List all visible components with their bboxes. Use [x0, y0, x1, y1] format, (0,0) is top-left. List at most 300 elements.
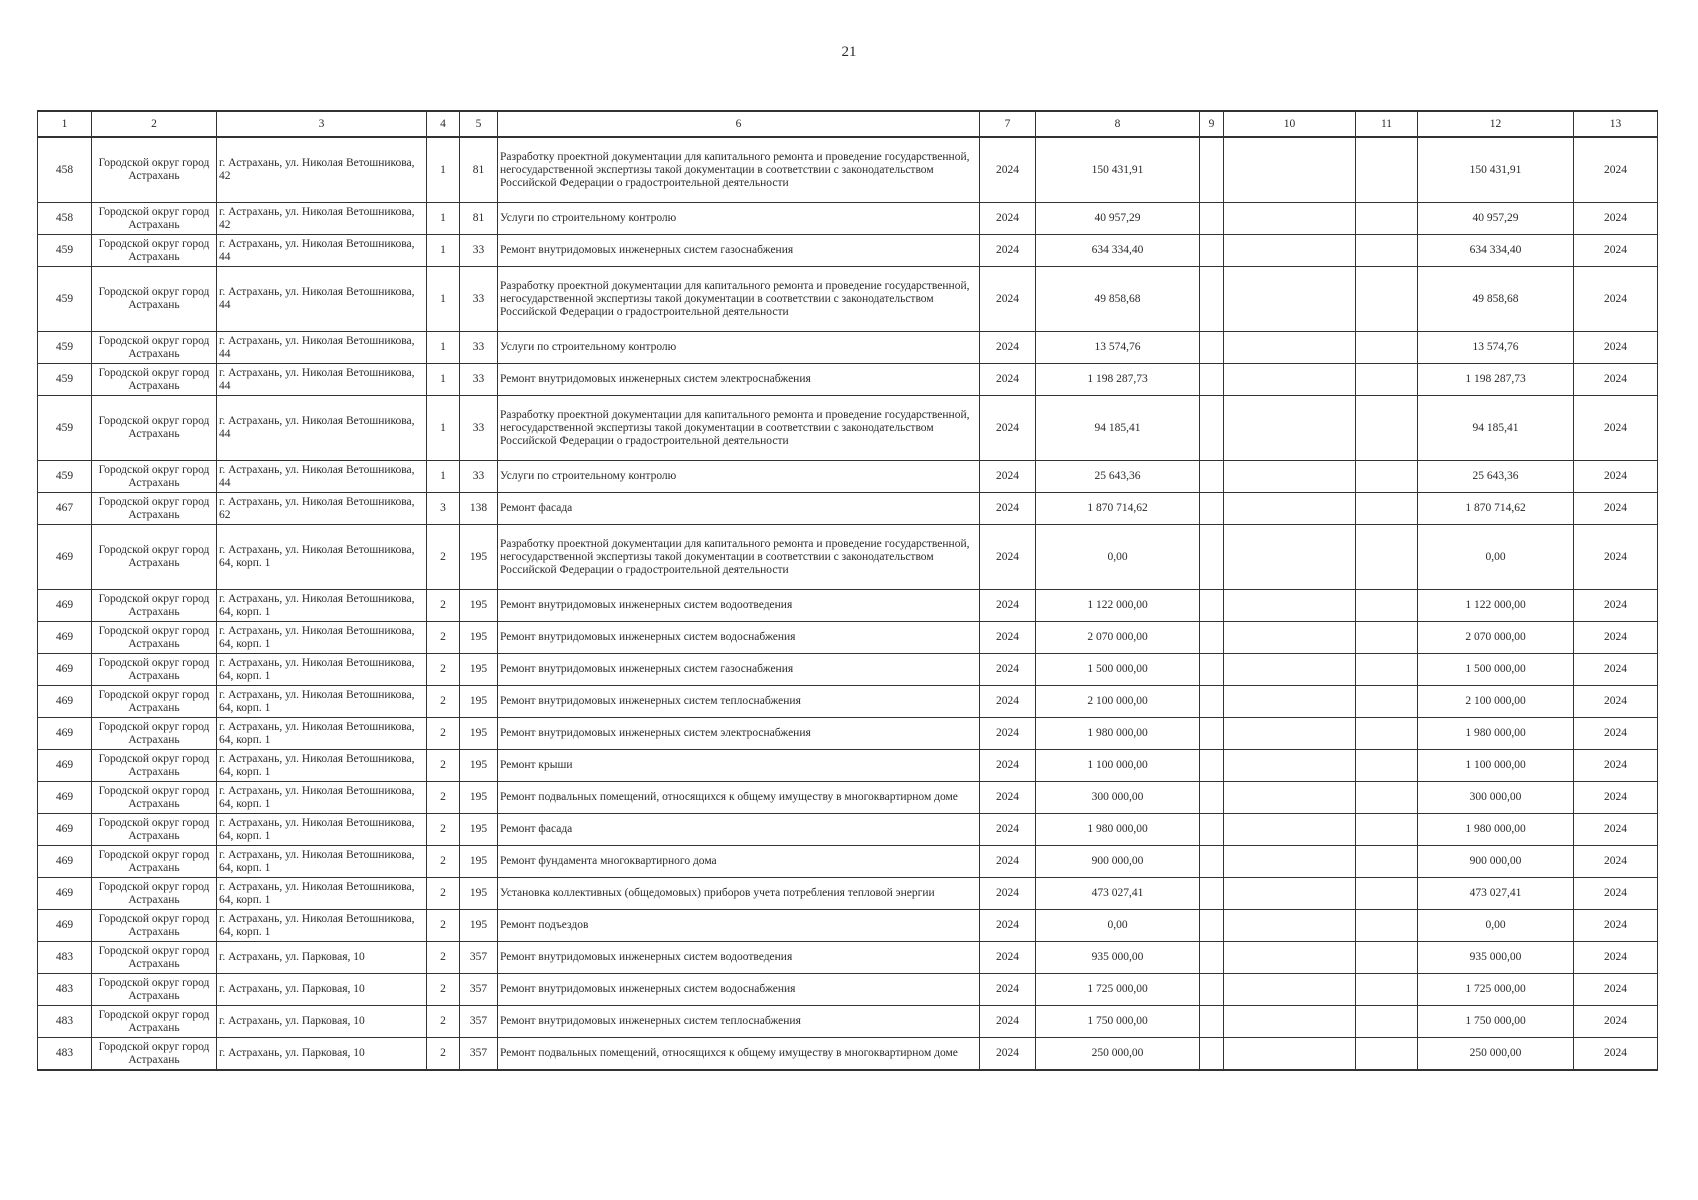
table-cell-col-5: 195: [460, 525, 498, 590]
table-cell-col-2: Городской округ город Астрахань: [92, 942, 217, 974]
table-cell-col-3: г. Астрахань, ул. Николая Ветошникова, 64, корп. 1: [217, 814, 427, 846]
table-cell-col-8: 300 000,00: [1036, 782, 1200, 814]
table-cell-col-10: [1224, 878, 1356, 910]
table-cell-col-10: [1224, 493, 1356, 525]
table-cell-col-3: г. Астрахань, ул. Николая Ветошникова, 42: [217, 137, 427, 203]
table-cell-col-5: 195: [460, 782, 498, 814]
table-cell-col-6: Ремонт крыши: [498, 750, 980, 782]
table-cell-col-13: 2024: [1574, 782, 1658, 814]
table-cell-col-10: [1224, 1006, 1356, 1038]
table-cell-col-9: [1200, 364, 1224, 396]
table-cell-col-5: 195: [460, 750, 498, 782]
table-cell-col-3: г. Астрахань, ул. Николая Ветошникова, 64, корп. 1: [217, 525, 427, 590]
table-cell-col-7: 2024: [980, 493, 1036, 525]
table-row: [38, 654, 1658, 686]
table-row: [38, 814, 1658, 846]
table-cell-col-1: 459: [38, 364, 92, 396]
table-cell-col-5: 195: [460, 686, 498, 718]
table-cell-col-3: г. Астрахань, ул. Николая Ветошникова, 44: [217, 364, 427, 396]
table-cell-col-3: г. Астрахань, ул. Парковая, 10: [217, 1038, 427, 1071]
table-cell-col-1: 469: [38, 782, 92, 814]
table-cell-col-4: 2: [427, 942, 460, 974]
table-cell-col-9: [1200, 1038, 1224, 1071]
table-cell-col-9: [1200, 718, 1224, 750]
table-cell-col-3: г. Астрахань, ул. Николая Ветошникова, 44: [217, 267, 427, 332]
table-cell-col-7: 2024: [980, 814, 1036, 846]
table-cell-col-10: [1224, 686, 1356, 718]
table-cell-col-8: 1 980 000,00: [1036, 718, 1200, 750]
table-cell-col-3: г. Астрахань, ул. Николая Ветошникова, 64, корп. 1: [217, 750, 427, 782]
table-cell-col-8: 40 957,29: [1036, 203, 1200, 235]
table-cell-col-4: 2: [427, 686, 460, 718]
table-cell-col-9: [1200, 461, 1224, 493]
table-cell-col-12: 40 957,29: [1418, 203, 1574, 235]
table-cell-col-13: 2024: [1574, 846, 1658, 878]
table-cell-col-2: Городской округ город Астрахань: [92, 910, 217, 942]
table-cell-col-13: 2024: [1574, 718, 1658, 750]
table-cell-col-5: 357: [460, 942, 498, 974]
table-cell-col-12: 1 122 000,00: [1418, 590, 1574, 622]
table-cell-col-7: 2024: [980, 461, 1036, 493]
table-cell-col-2: Городской округ город Астрахань: [92, 1006, 217, 1038]
table-cell-col-5: 195: [460, 622, 498, 654]
table-row: [38, 332, 1658, 364]
table-cell-col-12: 300 000,00: [1418, 782, 1574, 814]
table-cell-col-12: 473 027,41: [1418, 878, 1574, 910]
table-body: [38, 137, 1658, 1070]
table-cell-col-6: Ремонт внутридомовых инженерных систем теплоснабжения: [498, 686, 980, 718]
table-cell-col-6: Ремонт внутридомовых инженерных систем газоснабжения: [498, 654, 980, 686]
table-cell-col-9: [1200, 525, 1224, 590]
table-cell-col-12: 0,00: [1418, 910, 1574, 942]
table-cell-col-1: 458: [38, 137, 92, 203]
table-cell-col-3: г. Астрахань, ул. Николая Ветошникова, 64, корп. 1: [217, 590, 427, 622]
table-cell-col-1: 467: [38, 493, 92, 525]
table-cell-col-13: 2024: [1574, 267, 1658, 332]
table-cell-col-3: г. Астрахань, ул. Николая Ветошникова, 42: [217, 203, 427, 235]
table-row: [38, 461, 1658, 493]
table-cell-col-7: 2024: [980, 1006, 1036, 1038]
table-cell-col-4: 2: [427, 622, 460, 654]
table-row: [38, 782, 1658, 814]
table-cell-col-6: Установка коллективных (общедомовых) приборов учета потребления тепловой энергии: [498, 878, 980, 910]
table-cell-col-6: Услуги по строительному контролю: [498, 461, 980, 493]
table-cell-col-13: 2024: [1574, 590, 1658, 622]
column-header-3: 3: [217, 111, 427, 137]
table-cell-col-8: 900 000,00: [1036, 846, 1200, 878]
table-cell-col-3: г. Астрахань, ул. Николая Ветошникова, 64, корп. 1: [217, 622, 427, 654]
table-cell-col-7: 2024: [980, 686, 1036, 718]
table-cell-col-3: г. Астрахань, ул. Николая Ветошникова, 62: [217, 493, 427, 525]
table-cell-col-1: 469: [38, 525, 92, 590]
table-cell-col-13: 2024: [1574, 461, 1658, 493]
table-cell-col-6: Ремонт подвальных помещений, относящихся к общему имуществу в многоквартирном доме: [498, 782, 980, 814]
table-cell-col-8: 634 334,40: [1036, 235, 1200, 267]
table-cell-col-1: 459: [38, 396, 92, 461]
table-cell-col-10: [1224, 942, 1356, 974]
table-cell-col-2: Городской округ город Астрахань: [92, 525, 217, 590]
table-cell-col-1: 483: [38, 1038, 92, 1071]
table-cell-col-4: 2: [427, 846, 460, 878]
table-cell-col-11: [1356, 654, 1418, 686]
table-cell-col-3: г. Астрахань, ул. Парковая, 10: [217, 974, 427, 1006]
table-cell-col-11: [1356, 396, 1418, 461]
table-cell-col-3: г. Астрахань, ул. Николая Ветошникова, 64, корп. 1: [217, 654, 427, 686]
table-cell-col-9: [1200, 396, 1224, 461]
table-cell-col-1: 469: [38, 590, 92, 622]
column-header-9: 9: [1200, 111, 1224, 137]
table-cell-col-5: 33: [460, 235, 498, 267]
table-cell-col-2: Городской округ город Астрахань: [92, 1038, 217, 1071]
table-cell-col-8: 2 070 000,00: [1036, 622, 1200, 654]
table-cell-col-6: Услуги по строительному контролю: [498, 203, 980, 235]
table-cell-col-11: [1356, 493, 1418, 525]
table-cell-col-7: 2024: [980, 203, 1036, 235]
table-cell-col-1: 483: [38, 1006, 92, 1038]
table-cell-col-1: 469: [38, 750, 92, 782]
table-cell-col-13: 2024: [1574, 493, 1658, 525]
table-cell-col-4: 2: [427, 525, 460, 590]
table-cell-col-10: [1224, 782, 1356, 814]
table-cell-col-12: 250 000,00: [1418, 1038, 1574, 1071]
table-cell-col-9: [1200, 203, 1224, 235]
table-cell-col-7: 2024: [980, 750, 1036, 782]
table-cell-col-4: 2: [427, 718, 460, 750]
table-cell-col-13: 2024: [1574, 396, 1658, 461]
table-cell-col-5: 195: [460, 718, 498, 750]
table-cell-col-11: [1356, 590, 1418, 622]
column-header-8: 8: [1036, 111, 1200, 137]
table-cell-col-2: Городской округ город Астрахань: [92, 974, 217, 1006]
table-row: [38, 137, 1658, 203]
table-cell-col-6: Ремонт внутридомовых инженерных систем теплоснабжения: [498, 1006, 980, 1038]
table-cell-col-7: 2024: [980, 267, 1036, 332]
table-cell-col-13: 2024: [1574, 750, 1658, 782]
table-cell-col-4: 2: [427, 878, 460, 910]
table-cell-col-7: 2024: [980, 718, 1036, 750]
table-header: [38, 111, 1658, 137]
table-cell-col-3: г. Астрахань, ул. Николая Ветошникова, 64, корп. 1: [217, 782, 427, 814]
table-cell-col-9: [1200, 493, 1224, 525]
table-cell-col-1: 469: [38, 910, 92, 942]
table-cell-col-8: 94 185,41: [1036, 396, 1200, 461]
column-header-11: 11: [1356, 111, 1418, 137]
table-cell-col-9: [1200, 974, 1224, 1006]
column-header-6: 6: [498, 111, 980, 137]
table-cell-col-12: 935 000,00: [1418, 942, 1574, 974]
table-cell-col-2: Городской округ город Астрахань: [92, 718, 217, 750]
table-row: [38, 364, 1658, 396]
table-cell-col-9: [1200, 846, 1224, 878]
table-row: [38, 396, 1658, 461]
table-cell-col-11: [1356, 878, 1418, 910]
table-cell-col-7: 2024: [980, 364, 1036, 396]
table-cell-col-12: 634 334,40: [1418, 235, 1574, 267]
table-row: [38, 203, 1658, 235]
table-cell-col-12: 1 500 000,00: [1418, 654, 1574, 686]
table-cell-col-1: 458: [38, 203, 92, 235]
table-cell-col-7: 2024: [980, 942, 1036, 974]
table-cell-col-8: 473 027,41: [1036, 878, 1200, 910]
table-cell-col-4: 2: [427, 654, 460, 686]
table-cell-col-13: 2024: [1574, 974, 1658, 1006]
table-cell-col-2: Городской округ город Астрахань: [92, 235, 217, 267]
table-cell-col-10: [1224, 396, 1356, 461]
table-cell-col-1: 459: [38, 461, 92, 493]
header-row: [38, 111, 1658, 137]
table-cell-col-12: 1 980 000,00: [1418, 814, 1574, 846]
table-cell-col-9: [1200, 910, 1224, 942]
table-cell-col-7: 2024: [980, 332, 1036, 364]
table-cell-col-13: 2024: [1574, 622, 1658, 654]
table-cell-col-7: 2024: [980, 782, 1036, 814]
table-cell-col-5: 195: [460, 590, 498, 622]
table-cell-col-6: Ремонт внутридомовых инженерных систем электроснабжения: [498, 718, 980, 750]
table-cell-col-4: 1: [427, 235, 460, 267]
table-cell-col-5: 81: [460, 137, 498, 203]
table-cell-col-4: 3: [427, 493, 460, 525]
table-cell-col-6: Ремонт подвальных помещений, относящихся к общему имуществу в многоквартирном доме: [498, 1038, 980, 1071]
table-cell-col-10: [1224, 910, 1356, 942]
table-cell-col-8: 1 122 000,00: [1036, 590, 1200, 622]
table-cell-col-12: 1 750 000,00: [1418, 1006, 1574, 1038]
table-cell-col-6: Ремонт фасада: [498, 493, 980, 525]
table-cell-col-7: 2024: [980, 525, 1036, 590]
table-cell-col-6: Ремонт внутридомовых инженерных систем водоснабжения: [498, 622, 980, 654]
table-cell-col-11: [1356, 718, 1418, 750]
table-row: [38, 974, 1658, 1006]
table-cell-col-4: 1: [427, 461, 460, 493]
table-cell-col-6: Ремонт внутридомовых инженерных систем водоотведения: [498, 942, 980, 974]
table-row: [38, 493, 1658, 525]
table-cell-col-11: [1356, 525, 1418, 590]
table-cell-col-11: [1356, 332, 1418, 364]
table-row: [38, 590, 1658, 622]
table-cell-col-13: 2024: [1574, 878, 1658, 910]
table-cell-col-2: Городской округ город Астрахань: [92, 654, 217, 686]
table-cell-col-8: 1 198 287,73: [1036, 364, 1200, 396]
table-cell-col-8: 0,00: [1036, 910, 1200, 942]
table-cell-col-5: 195: [460, 814, 498, 846]
table-cell-col-10: [1224, 235, 1356, 267]
column-header-2: 2: [92, 111, 217, 137]
table-cell-col-8: 1 870 714,62: [1036, 493, 1200, 525]
table-cell-col-5: 33: [460, 332, 498, 364]
table-cell-col-5: 33: [460, 461, 498, 493]
table-cell-col-13: 2024: [1574, 686, 1658, 718]
table-cell-col-3: г. Астрахань, ул. Парковая, 10: [217, 1006, 427, 1038]
table-cell-col-4: 2: [427, 910, 460, 942]
table-row: [38, 525, 1658, 590]
table-cell-col-6: Ремонт внутридомовых инженерных систем водоотведения: [498, 590, 980, 622]
table-row: [38, 235, 1658, 267]
column-header-1: 1: [38, 111, 92, 137]
table-cell-col-12: 0,00: [1418, 525, 1574, 590]
table-cell-col-2: Городской округ город Астрахань: [92, 590, 217, 622]
table-cell-col-11: [1356, 364, 1418, 396]
table-cell-col-4: 2: [427, 590, 460, 622]
table-cell-col-4: 1: [427, 137, 460, 203]
table-cell-col-11: [1356, 1006, 1418, 1038]
table-cell-col-1: 459: [38, 235, 92, 267]
table-cell-col-4: 2: [427, 974, 460, 1006]
table-cell-col-9: [1200, 750, 1224, 782]
table-cell-col-11: [1356, 910, 1418, 942]
table-cell-col-12: 1 980 000,00: [1418, 718, 1574, 750]
table-cell-col-1: 469: [38, 686, 92, 718]
table-cell-col-10: [1224, 1038, 1356, 1071]
table-cell-col-2: Городской округ город Астрахань: [92, 267, 217, 332]
table-cell-col-11: [1356, 203, 1418, 235]
table-cell-col-9: [1200, 235, 1224, 267]
table-cell-col-7: 2024: [980, 846, 1036, 878]
table-cell-col-10: [1224, 974, 1356, 1006]
table-cell-col-7: 2024: [980, 654, 1036, 686]
table-cell-col-8: 1 980 000,00: [1036, 814, 1200, 846]
table-cell-col-7: 2024: [980, 137, 1036, 203]
table-cell-col-3: г. Астрахань, ул. Николая Ветошникова, 64, корп. 1: [217, 686, 427, 718]
table-cell-col-7: 2024: [980, 622, 1036, 654]
table-cell-col-3: г. Астрахань, ул. Николая Ветошникова, 44: [217, 332, 427, 364]
table-cell-col-3: г. Астрахань, ул. Николая Ветошникова, 64, корп. 1: [217, 846, 427, 878]
table-row: [38, 878, 1658, 910]
table-cell-col-2: Городской округ город Астрахань: [92, 782, 217, 814]
table-cell-col-9: [1200, 878, 1224, 910]
table-cell-col-1: 469: [38, 878, 92, 910]
table-cell-col-6: Разработку проектной документации для капитального ремонта и проведение государственной, негосударственной экспертизы такой документации в соответствии с законодательством Российской Федерации о градостроительной деятельности: [498, 396, 980, 461]
table-cell-col-5: 138: [460, 493, 498, 525]
table-cell-col-10: [1224, 814, 1356, 846]
table-cell-col-1: 459: [38, 332, 92, 364]
table-cell-col-9: [1200, 782, 1224, 814]
column-header-13: 13: [1574, 111, 1658, 137]
table-cell-col-6: Ремонт фасада: [498, 814, 980, 846]
table-cell-col-11: [1356, 267, 1418, 332]
table-cell-col-10: [1224, 332, 1356, 364]
table-cell-col-4: 2: [427, 814, 460, 846]
table-cell-col-4: 1: [427, 203, 460, 235]
table-cell-col-1: 459: [38, 267, 92, 332]
table-cell-col-9: [1200, 590, 1224, 622]
table-cell-col-3: г. Астрахань, ул. Николая Ветошникова, 64, корп. 1: [217, 718, 427, 750]
table-cell-col-11: [1356, 750, 1418, 782]
table-cell-col-6: Ремонт внутридомовых инженерных систем электроснабжения: [498, 364, 980, 396]
table-cell-col-4: 1: [427, 396, 460, 461]
table-cell-col-8: 1 725 000,00: [1036, 974, 1200, 1006]
table-cell-col-13: 2024: [1574, 203, 1658, 235]
table-cell-col-7: 2024: [980, 396, 1036, 461]
column-header-12: 12: [1418, 111, 1574, 137]
table-cell-col-12: 1 725 000,00: [1418, 974, 1574, 1006]
table-cell-col-9: [1200, 942, 1224, 974]
table-cell-col-10: [1224, 461, 1356, 493]
table-cell-col-6: Ремонт подъездов: [498, 910, 980, 942]
table-cell-col-12: 150 431,91: [1418, 137, 1574, 203]
table-cell-col-11: [1356, 461, 1418, 493]
table-cell-col-13: 2024: [1574, 364, 1658, 396]
table-cell-col-13: 2024: [1574, 1006, 1658, 1038]
table-cell-col-6: Разработку проектной документации для капитального ремонта и проведение государственной, негосударственной экспертизы такой документации в соответствии с законодательством Российской Федерации о градостроительной деятельности: [498, 137, 980, 203]
table-cell-col-1: 469: [38, 622, 92, 654]
table-cell-col-8: 150 431,91: [1036, 137, 1200, 203]
table-cell-col-3: г. Астрахань, ул. Николая Ветошникова, 44: [217, 396, 427, 461]
table-cell-col-10: [1224, 718, 1356, 750]
table-cell-col-3: г. Астрахань, ул. Николая Ветошникова, 44: [217, 461, 427, 493]
table-cell-col-13: 2024: [1574, 235, 1658, 267]
table-row: [38, 750, 1658, 782]
table-cell-col-9: [1200, 622, 1224, 654]
table-cell-col-2: Городской округ город Астрахань: [92, 846, 217, 878]
table-cell-col-7: 2024: [980, 590, 1036, 622]
table-row: [38, 1006, 1658, 1038]
table-cell-col-11: [1356, 137, 1418, 203]
table-cell-col-3: г. Астрахань, ул. Николая Ветошникова, 64, корп. 1: [217, 878, 427, 910]
column-header-10: 10: [1224, 111, 1356, 137]
page-number: 21: [841, 44, 857, 60]
table-cell-col-5: 33: [460, 364, 498, 396]
table-cell-col-12: 1 198 287,73: [1418, 364, 1574, 396]
table-cell-col-5: 357: [460, 1006, 498, 1038]
table-cell-col-10: [1224, 846, 1356, 878]
table-cell-col-11: [1356, 686, 1418, 718]
table-cell-col-1: 469: [38, 846, 92, 878]
table-cell-col-6: Разработку проектной документации для капитального ремонта и проведение государственной, негосударственной экспертизы такой документации в соответствии с законодательством Российской Федерации о градостроительной деятельности: [498, 267, 980, 332]
table-cell-col-12: 2 070 000,00: [1418, 622, 1574, 654]
table-row: [38, 718, 1658, 750]
table-cell-col-13: 2024: [1574, 910, 1658, 942]
table-cell-col-6: Ремонт фундамента многоквартирного дома: [498, 846, 980, 878]
table-cell-col-11: [1356, 814, 1418, 846]
table-cell-col-2: Городской округ город Астрахань: [92, 878, 217, 910]
table-cell-col-8: 1 100 000,00: [1036, 750, 1200, 782]
table-cell-col-7: 2024: [980, 878, 1036, 910]
table-cell-col-8: 1 750 000,00: [1036, 1006, 1200, 1038]
table-cell-col-3: г. Астрахань, ул. Николая Ветошникова, 44: [217, 235, 427, 267]
table-cell-col-3: г. Астрахань, ул. Парковая, 10: [217, 942, 427, 974]
table-cell-col-10: [1224, 203, 1356, 235]
table-cell-col-1: 483: [38, 942, 92, 974]
table-cell-col-10: [1224, 364, 1356, 396]
table-cell-col-6: Услуги по строительному контролю: [498, 332, 980, 364]
table-cell-col-7: 2024: [980, 235, 1036, 267]
table-cell-col-2: Городской округ город Астрахань: [92, 332, 217, 364]
table-cell-col-13: 2024: [1574, 332, 1658, 364]
table-cell-col-10: [1224, 622, 1356, 654]
table-cell-col-1: 469: [38, 814, 92, 846]
table-cell-col-13: 2024: [1574, 137, 1658, 203]
table-cell-col-10: [1224, 267, 1356, 332]
table-cell-col-9: [1200, 332, 1224, 364]
table-cell-col-12: 2 100 000,00: [1418, 686, 1574, 718]
table-cell-col-6: Ремонт внутридомовых инженерных систем водоснабжения: [498, 974, 980, 1006]
table-row: [38, 910, 1658, 942]
table-cell-col-12: 1 100 000,00: [1418, 750, 1574, 782]
table-cell-col-10: [1224, 750, 1356, 782]
table-cell-col-3: г. Астрахань, ул. Николая Ветошникова, 64, корп. 1: [217, 910, 427, 942]
table-cell-col-11: [1356, 846, 1418, 878]
table-cell-col-2: Городской округ город Астрахань: [92, 461, 217, 493]
table-row: [38, 622, 1658, 654]
table-cell-col-4: 1: [427, 332, 460, 364]
table-cell-col-11: [1356, 622, 1418, 654]
table-cell-col-2: Городской округ город Астрахань: [92, 137, 217, 203]
table-cell-col-13: 2024: [1574, 654, 1658, 686]
table-cell-col-4: 1: [427, 364, 460, 396]
table-cell-col-2: Городской округ город Астрахань: [92, 396, 217, 461]
table-cell-col-12: 1 870 714,62: [1418, 493, 1574, 525]
column-header-7: 7: [980, 111, 1036, 137]
column-header-5: 5: [460, 111, 498, 137]
